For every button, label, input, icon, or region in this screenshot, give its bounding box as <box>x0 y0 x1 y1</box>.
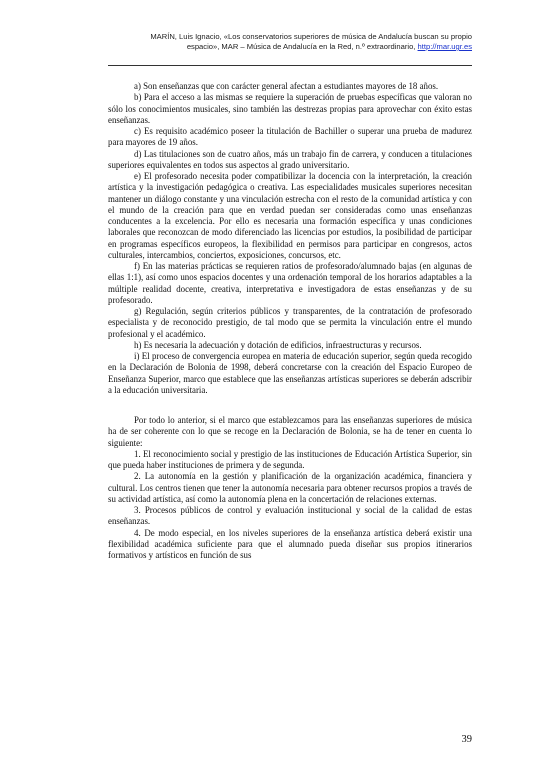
document-body <box>108 81 472 561</box>
paragraph-point-1: 1. El reconocimiento social y prestigio de las instituciones de Educación Artística Superior, sin que pueda haber instituciones de primera y de segunda. <box>108 448 472 470</box>
header-citation-line-1: MARÍN, Luis Ignacio, «Los conservatorios superiores de música de Andalucía buscan su propio <box>150 32 472 41</box>
paragraph-b: b) Para el acceso a las mismas se requiere la superación de pruebas específicas que valoran no sólo los conocimientos musicales, sino también las destrezas propias para aprovechar con éxito estas enseñanzas. <box>108 92 472 125</box>
page-number: 39 <box>461 734 472 745</box>
paragraph-e: e) El profesorado necesita poder compatibilizar la docencia con la interpretación, la creación artística y la investigación pedagógica o creativa. Las especialidades musicales superiores necesitan mantener un diálogo constante y una vinculación estrecha con el resto de la comunidad artística y con el mundo de la creación para que en verdad puedan ser consideradas como unas enseñanzas conducentes a la excelencia. Por ello es necesaria una formación específica y unas condiciones laborales que reconozcan de modo diferenciado las licencias por estudios, la posibilidad de participar en programas específicos europeos, la flexibilidad en permisos para participar en congresos, actos culturales, intercambios, conciertos, exposiciones, concursos, etc. <box>108 171 472 260</box>
paragraph-point-2: 2. La autonomía en la gestión y planificación de la organización académica, financiera y cultural. Los centros tienen que tener la autonomía necesaria para obtener recursos propios a través de su actividad artística, así como la autonomía plena en la concertación de relaciones externas. <box>108 471 472 504</box>
paragraph-g: g) Regulación, según criterios públicos y transparentes, de la contratación de profesorado especialista y de reconocido prestigio, de tal modo que se permita la vinculación entre el mundo profesional y el académico. <box>108 306 472 339</box>
paragraph-i: i) El proceso de convergencia europea en materia de educación superior, según queda recogido en la Declaración de Bolonia de 1998, deberá concretarse con la creación del Espacio Europeo de Enseñanza Superior, marco que establece que las enseñanzas artísticas superiores se deberán adscribir a la educación universitaria. <box>108 351 472 395</box>
header-citation-text: espacio», MAR – Música de Andalucía en la Red, n.º extraordinario, <box>186 42 416 51</box>
paragraph-h: h) Es necesaria la adecuación y dotación de edificios, infraestructuras y recursos. <box>134 339 422 350</box>
running-header <box>92 32 472 52</box>
paragraph-summary-intro: Por todo lo anterior, si el marco que establezcamos para las enseñanzas superiores de música ha de ser coherente con lo que se recoge en la Declaración de Bolonia, se ha de tener en cuenta lo siguiente: <box>108 415 472 448</box>
paragraph-c: c) Es requisito académico poseer la titulación de Bachiller o superar una prueba de madurez para mayores de 19 años. <box>108 126 472 148</box>
paragraph-f: f) En las materias prácticas se requieren ratios de profesorado/alumnado bajas (en algunas de ellas 1:1), así como unos espacios docentes y una ordenación temporal de los horarios adaptables a la múltiple realidad docente, creativa, interpretativa e investigadora de estas enseñanzas y de su profesorado. <box>108 261 472 305</box>
header-divider <box>108 65 472 66</box>
header-citation-line-2 <box>92 42 472 52</box>
paragraph-point-4: 4. De modo especial, en los niveles superiores de la enseñanza artística deberá existir una flexibilidad académica suficiente para que el alumnado pueda diseñar sus propios itinerarios formativos y artísticos en función de sus <box>108 527 472 560</box>
paragraph-d: d) Las titulaciones son de cuatro años, más un trabajo fin de carrera, y conducen a titulaciones superiores equivalentes en todos sus aspectos al grado universitario. <box>108 148 472 170</box>
paragraph-a: a) Son enseñanzas que con carácter general afectan a estudiantes mayores de 18 años. <box>134 81 439 91</box>
paragraph-point-3: 3. Procesos públicos de control y evaluación institucional y social de la calidad de estas enseñanzas. <box>108 505 472 527</box>
header-url-link[interactable]: http://mar.ugr.es <box>417 42 472 51</box>
